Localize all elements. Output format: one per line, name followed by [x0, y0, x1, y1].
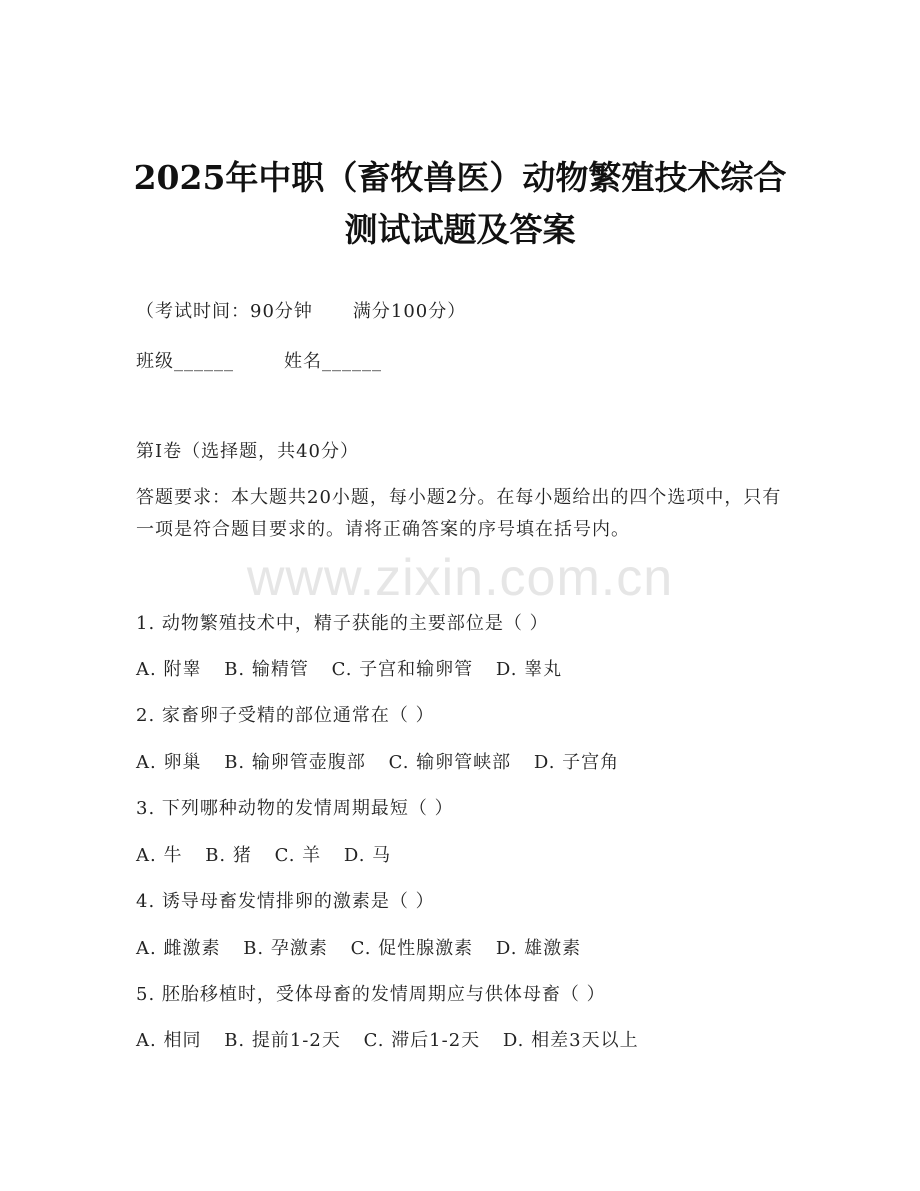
question-stem: 3. 下列哪种动物的发情周期最短（ ）	[136, 798, 454, 819]
title-line-1: 2025年中职（畜牧兽医）动物繁殖技术综合	[133, 158, 787, 197]
option-b: B. 孕激素	[243, 938, 328, 959]
option-d: D. 雄激素	[495, 938, 582, 959]
question-stem: 4. 诱导母畜发情排卵的激素是（ ）	[136, 891, 435, 912]
document-title	[0, 152, 920, 256]
exam-full-score: 满分100分）	[352, 301, 467, 322]
question-options	[136, 1027, 655, 1055]
option-a: A. 卵巢	[136, 752, 202, 773]
question-options	[136, 656, 578, 684]
option-d: D. 相差3天以上	[502, 1030, 639, 1051]
option-b: B. 输精管	[224, 659, 309, 680]
student-info	[136, 348, 382, 376]
question-options	[136, 749, 635, 777]
question-stem: 1. 动物繁殖技术中，精子获能的主要部位是（ ）	[136, 613, 549, 634]
option-a: A. 雌激素	[136, 938, 221, 959]
section-title: 第I卷（选择题，共40分）	[136, 441, 360, 462]
option-c: C. 促性腺激素	[350, 938, 474, 959]
section-instructions: 答题要求：本大题共20小题，每小题2分。在每小题给出的四个选项中，只有一项是符合题目要求的。请将正确答案的序号填在括号内。	[136, 487, 782, 540]
option-d: D. 睾丸	[495, 659, 563, 680]
watermark: www.zixin.com.cn	[246, 549, 674, 607]
exam-time: （考试时间：90分钟	[136, 301, 313, 322]
option-c: C. 滞后1-2天	[363, 1030, 481, 1051]
question-stem: 5. 胚胎移植时，受体母畜的发情周期应与供体母畜（ ）	[136, 984, 606, 1005]
question-stem: 2. 家畜卵子受精的部位通常在（ ）	[136, 705, 435, 726]
class-field: 班级______	[136, 351, 234, 372]
option-c: C. 输卵管峡部	[388, 752, 512, 773]
option-a: A. 附睾	[136, 659, 202, 680]
option-b: B. 猪	[205, 845, 252, 866]
name-field: 姓名______	[284, 351, 382, 372]
title-line-2: 测试试题及答案	[344, 210, 576, 249]
option-c: C. 羊	[274, 845, 322, 866]
option-b: B. 提前1-2天	[224, 1030, 341, 1051]
option-d: D. 马	[343, 845, 392, 866]
option-c: C. 子宫和输卵管	[331, 659, 474, 680]
option-d: D. 子宫角	[533, 752, 620, 773]
question-options	[136, 935, 597, 963]
question-options	[136, 842, 407, 870]
option-b: B. 输卵管壶腹部	[224, 752, 366, 773]
option-a: A. 相同	[136, 1030, 202, 1051]
exam-time-info	[136, 298, 466, 326]
option-a: A. 牛	[136, 845, 183, 866]
